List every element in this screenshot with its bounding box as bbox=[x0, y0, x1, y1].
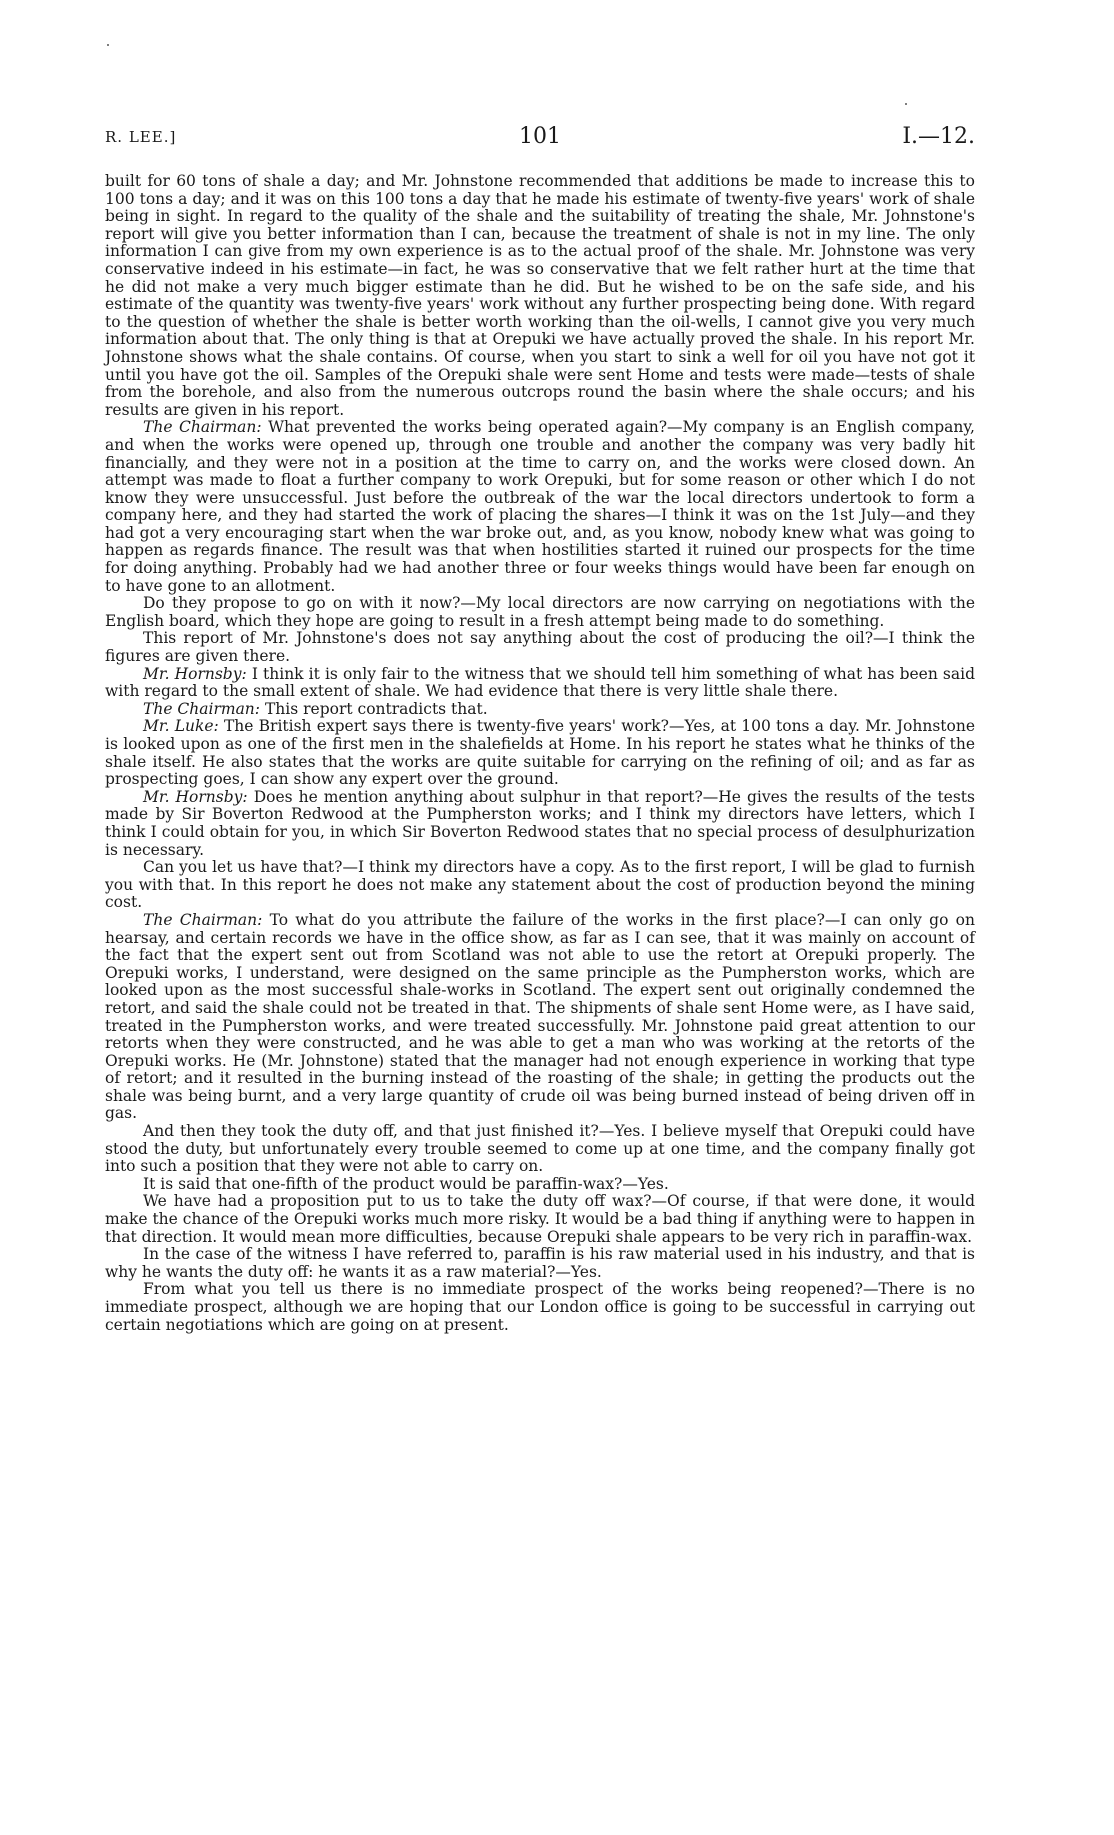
document-body bbox=[105, 173, 975, 1334]
paragraph-text: What prevented the works being operated again?—My company is an English company, and when the works were opened up, through one trouble and another the company was very badly hit financially, and they were not in a position at the time to carry on, and the works were closed down. An attempt was made to float a further company to work Orepuki, but for some reason or other which I do not know they were unsuccessful. Just before the outbreak of the war the local directors undertook to form a company here, and they had started the work of placing the shares—I think it was on the 1st July—and they had got a very encouraging start when the war broke out, and, as you know, nobody knew what was going to happen as regards finance. The result was that when hostilities started it ruined our prospects for the time for doing anything. Probably had we had another three or four weeks things would have been far enough on to have gone to an allotment. bbox=[105, 418, 975, 595]
paragraph bbox=[105, 595, 975, 630]
paragraph-text: From what you tell us there is no immediate prospect of the works being reopened?—There is no immediate prospect, although we are hoping that our London office is going to be successful in carrying out certain negotiations which are going on at present. bbox=[105, 1280, 975, 1334]
speaker-label: The Chairman: bbox=[143, 910, 263, 929]
paragraph bbox=[105, 1193, 975, 1246]
paragraph bbox=[105, 173, 975, 419]
speaker-label: The Chairman: bbox=[143, 699, 261, 718]
speck-mark bbox=[107, 44, 109, 46]
paragraph bbox=[105, 859, 975, 912]
paragraph-text: It is said that one-fifth of the product would be paraffin-wax?—Yes. bbox=[143, 1174, 669, 1193]
header-witness-name: R. LEE.] bbox=[105, 128, 177, 146]
paragraph bbox=[105, 912, 975, 1123]
page-header bbox=[105, 124, 975, 154]
paragraph-text: In the case of the witness I have referred to, paraffin is his raw material used in his industry, and that is why he wants the duty off: he wants it as a raw material?—Yes. bbox=[105, 1245, 975, 1281]
paragraph-text: Can you let us have that?—I think my directors have a copy. As to the first report, I will be glad to furnish you with that. In this report he does not make any statement about the cost of production beyond the mining cost. bbox=[105, 858, 975, 912]
speck-mark bbox=[905, 103, 907, 105]
paragraph-text: And then they took the duty off, and that just finished it?—Yes. I believe myself that Orepuki could have stood the duty, but unfortunately every trouble seemed to come up at one time, and the company finally got into such a position that they were not able to carry on. bbox=[105, 1122, 975, 1176]
speaker-label: Mr. Hornsby: bbox=[143, 787, 248, 806]
paragraph-text: We have had a proposition put to us to take the duty off wax?—Of course, if that were done, it would make the chance of the Orepuki works much more risky. It would be a bad thing if anything were to happen in that direction. It would mean more difficulties, because Orepuki shale appears to be very rich in paraffin-wax. bbox=[105, 1192, 975, 1246]
paragraph bbox=[105, 701, 975, 719]
paragraph bbox=[105, 718, 975, 788]
paragraph bbox=[105, 1176, 975, 1194]
paragraph bbox=[105, 1123, 975, 1176]
paragraph bbox=[105, 630, 975, 665]
paragraph bbox=[105, 666, 975, 701]
paragraph-text: The British expert says there is twenty-five years' work?—Yes, at 100 tons a day. Mr. Johnstone is looked upon as one of the first men in the shalefields at Home. In his report he states what he thinks of the shale itself. He also states that the works are quite suitable for carrying on the refining of oil; and as far as prospecting goes, I can show any expert over the ground. bbox=[105, 717, 975, 789]
speaker-label: Mr. Hornsby: bbox=[143, 664, 247, 683]
paragraph bbox=[105, 1281, 975, 1334]
page-number: 101 bbox=[519, 124, 561, 149]
paragraph-text: To what do you attribute the failure of the works in the first place?—I can only go on hearsay, and certain records we have in the office show, as far as I can see, that it was mainly on account of the fact that the expert sent out from Scotland was not able to use the retort at Orepuki properly. The Orepuki works, I understand, were designed on the same principle as the Pumpherston works, which are looked upon as the most successful shale-works in Scotland. The expert sent out originally condemned the retort, and said the shale could not be treated in that. The shipments of shale sent Home were, as I have said, treated in the Pumpherston works, and were treated successfully. Mr. Johnstone paid great attention to our retorts when they were constructed, and he was able to get a man who was working at the retorts of the Orepuki works. He (Mr. Johnstone) stated that the manager had not enough experience in working that type of retort; and it resulted in the burning instead of the roasting of the shale; in getting the products out the shale was being burnt, and a very large quantity of crude oil was being burned instead of being driven off in gas. bbox=[105, 910, 975, 1123]
paragraph bbox=[105, 419, 975, 595]
speaker-label: The Chairman: bbox=[143, 418, 262, 437]
paragraph bbox=[105, 1246, 975, 1281]
speaker-label: Mr. Luke: bbox=[143, 717, 219, 736]
paragraph-text: Do they propose to go on with it now?—My local directors are now carrying on negotiations with the English board, which they hope are going to result in a fresh attempt being made to do something. bbox=[105, 594, 975, 630]
paragraph-text: This report of Mr. Johnstone's does not say anything about the cost of producing the oil?—I think the figures are given there. bbox=[105, 629, 975, 666]
paragraph-text: This report contradicts that. bbox=[264, 699, 488, 718]
paragraph bbox=[105, 789, 975, 859]
paragraph-text: built for 60 tons of shale a day; and Mr. Johnstone recommended that additions be made to increase this to 100 tons a day; and it was on this 100 tons a day that he made his estimate of twenty-five years' work of shale being in sight. In regard to the quality of the shale and the suitability of treating the shale, Mr. Johnstone's report will give you better information than I can, because the treatment of shale is not in my line. The only information I can give from my own experience is as to the actual proof of the shale. Mr. Johnstone was very conservative indeed in his estimate—in fact, he was so conservative that we felt rather hurt at the time that he did not make a very much bigger estimate than he did. But he wished to be on the safe side, and his estimate of the quantity was twenty-five years' work without any further prospecting being done. With regard to the question of whether the shale is better worth working than the oil-wells, I cannot give you very much information about that. The only thing is that at Orepuki we have actually proved the shale. In his report Mr. Johnstone shows what the shale contains. Of course, when you start to sink a well for oil you have not got it until you have got the oil. Samples of the Orepuki shale were sent Home and tests were made—tests of shale from the borehole, and also from the numerous outcrops round the basin where the shale occurs; and his results are given in his report. bbox=[105, 172, 975, 419]
paragraph-text: I think it is only fair to the witness that we should tell him something of what has been said with regard to the small extent of shale. We had evidence that there is very little shale there. bbox=[105, 664, 975, 701]
paragraph-text: Does he mention anything about sulphur in that report?—He gives the results of the tests made by Sir Boverton Redwood at the Pumpherston works; and I think my directors have letters, which I think I could obtain for you, in which Sir Boverton Redwood states that no special process of desulphurization is necessary. bbox=[105, 787, 975, 859]
header-series-number: I.—12. bbox=[902, 124, 975, 149]
